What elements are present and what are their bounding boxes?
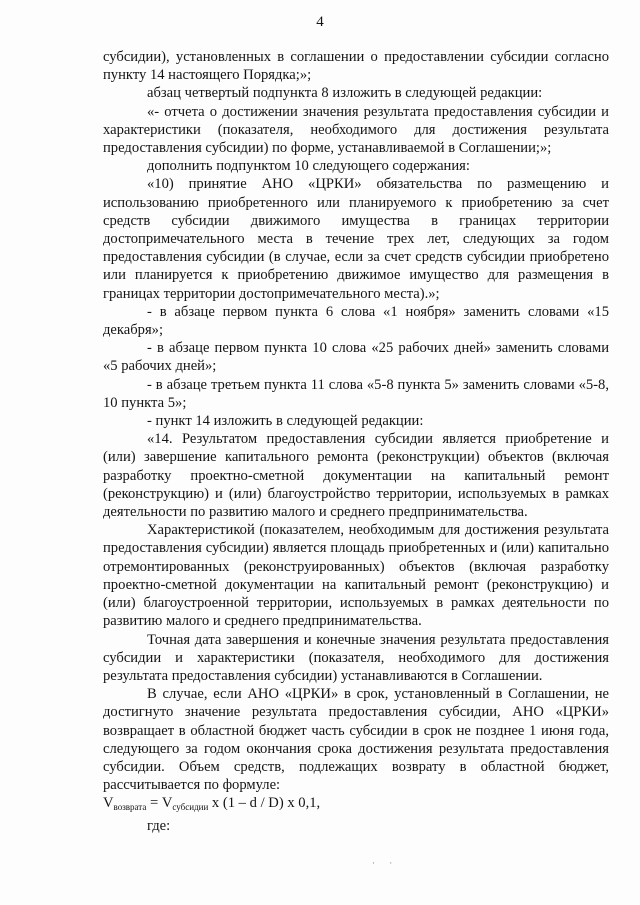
formula-sub-return: возврата [113,802,147,813]
formula-v: V [103,795,114,812]
paragraph: Характеристикой (показателем, необходимым для достижения результата предоставления субсидии) является площадь приобретенных и (или) капитально отремонтированных (реконструированных) объектов (включая разработку проектно-сметной документации на капитальный ремонт (реконструкцию) и (или) благоустроенной территории, используемых в рамках деятельности по развитию малого и среднего предпринимательства. [103,522,609,630]
paragraph: В случае, если АНО «ЦРКИ» в срок, установленный в Соглашении, не достигнуто значение результата предоставления субсидии, АНО «ЦРКИ» возвращает в областной бюджет часть субсидии в срок не позднее 1 июня года, следующего за годом окончания срока достижения результата предоставления субсидии. Объем средств, подлежащих возврату в областной бюджет, рассчитывается по формуле: [103,686,609,794]
return-formula [103,794,609,816]
scan-specks: · · [372,858,399,868]
formula-rest: x (1 – d / D) x 0,1, [208,795,321,812]
paragraph: субсидии), установленных в соглашении о предоставлении субсидии согласно пункту 14 настоящего Порядка;»; [103,49,609,84]
paragraph: «10) принятие АНО «ЦРКИ» обязательства по размещению и использованию приобретенного или планируемого к приобретению за счет средств субсидии движимого имущества в границах территории достопримечательного места в течение трех лет, следующих за годом предоставления субсидии (в случае, если за счет средств субсидии приобретено или планируется к приобретению движимое имущество для размещения в границах территории достопримечательного места).»; [103,176,609,302]
paragraph: - в абзаце первом пункта 10 слова «25 рабочих дней» заменить словами «5 рабочих дней»; [103,340,609,375]
paragraph: - в абзаце первом пункта 6 слова «1 ноября» заменить словами «15 декабря»; [103,303,609,339]
formula-sub-subsidy: субсидии [172,802,209,813]
paragraph: Точная дата завершения и конечные значения результата предоставления субсидии и характеристики (показателя, необходимого для достижения результата предоставления субсидии) устанавливаются в Соглашении. [103,631,609,684]
paragraph: дополнить подпунктом 10 следующего содержания: [147,158,470,175]
document-body [103,48,609,835]
paragraph: «14. Результатом предоставления субсидии является приобретение и (или) завершение капитального ремонта (реконструкции) объектов (включая разработку проектно-сметной документации на капитальный ремонт (реконструкцию) и (или) благоустройство территории, используемых в рамках деятельности по развитию малого и среднего предпринимательства. [103,431,609,521]
paragraph: «- отчета о достижении значения результата предоставления субсидии и характеристики (показателя, необходимого для достижения результата предоставления субсидии) по форме, устанавливаемой в Соглашении;»; [103,103,609,157]
where-label: где: [147,817,171,834]
paragraph: - пункт 14 изложить в следующей редакции: [147,413,424,430]
page-number: 4 [316,14,324,30]
paragraph: абзац четвертый подпункта 8 изложить в следующей редакции: [147,85,543,102]
paragraph: - в абзаце третьем пункта 11 слова «5-8 пункта 5» заменить словами «5-8, 10 пункта 5»; [103,376,609,411]
formula-equals: = V [146,795,173,812]
